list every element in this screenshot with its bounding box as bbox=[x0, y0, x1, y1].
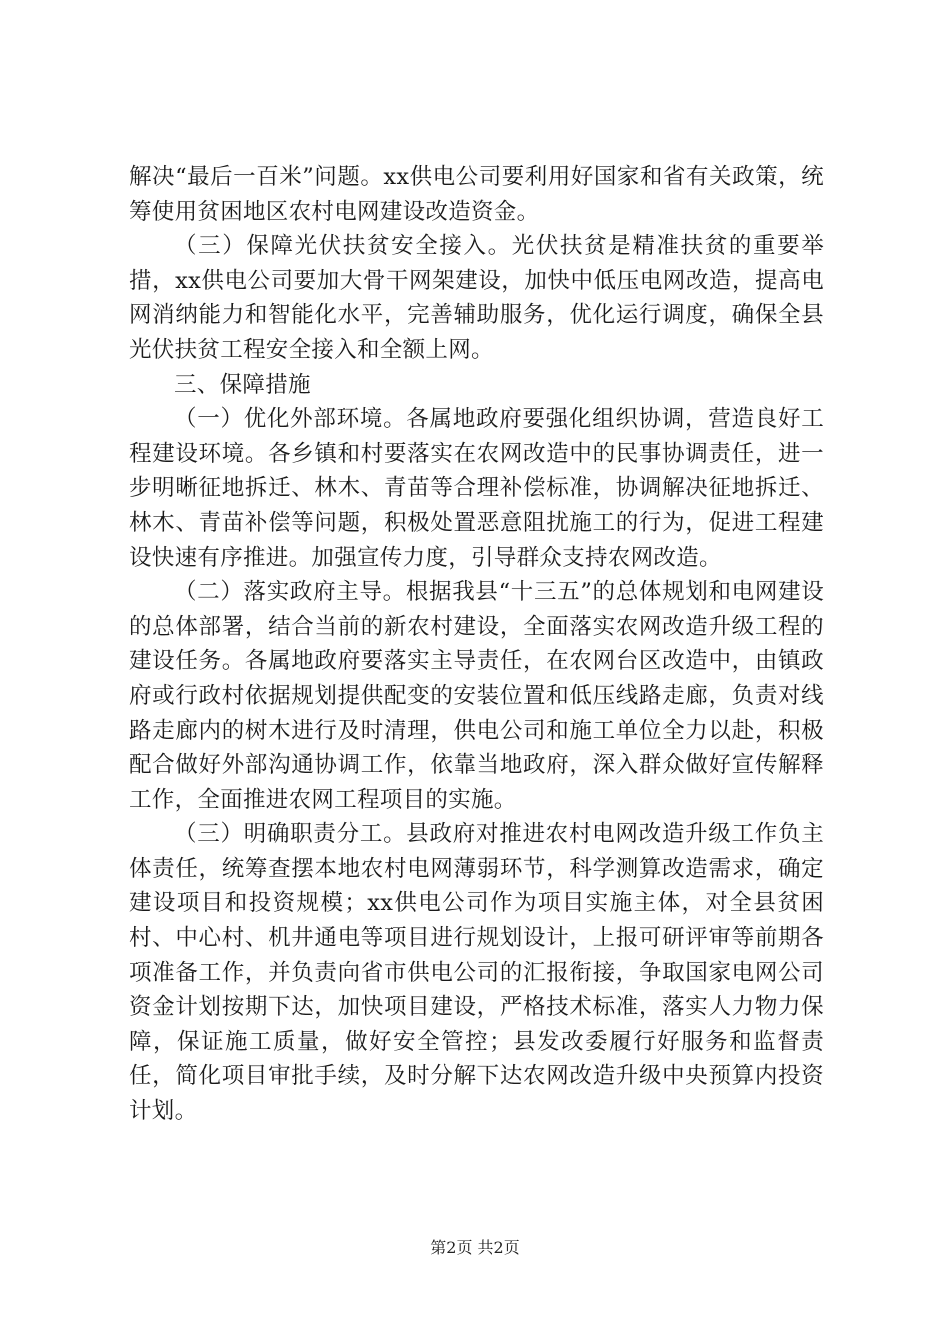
section-heading: 三、保障措施 bbox=[174, 371, 311, 398]
paragraph-4: （二）落实政府主导。根据我县“十三五”的总体规划和电网建设的总体部署，结合当前的新农村建设，全面落实农网改造升级工程的建设任务。各属地政府要落实主导责任，在农网台区改造中，由镇政府或行政村依据规划提供配变的安装位置和低压线路走廊，负责对线路走廊内的树木进行及时清理，供电公司和施工单位全力以赴，积极配合做好外部沟通协调工作，依靠当地政府，深入群众做好宣传解释工作，全面推进农网工程项目的实施。 bbox=[129, 579, 824, 813]
document-body bbox=[129, 160, 824, 1129]
page-footer: 第2页 共2页 bbox=[430, 1238, 520, 1257]
paragraph-1: 解决“最后一百米”问题。xx供电公司要利用好国家和省有关政策，统筹使用贫困地区农村电网建设改造资金。 bbox=[129, 164, 824, 225]
paragraph-5: （三）明确职责分工。县政府对推进农村电网改造升级工作负主体责任，统筹查摆本地农村电网薄弱环节，科学测算改造需求，确定建设项目和投资规模；xx供电公司作为项目实施主体，对全县贫困村、中心村、机井通电等项目进行规划设计，上报可研评审等前期各项准备工作，并负责向省市供电公司的汇报衔接，争取国家电网公司资金计划按期下达，加快项目建设，严格技术标准，落实人力物力保障，保证施工质量，做好安全管控；县发改委履行好服务和监督责任，简化项目审批手续，及时分解下达农网改造升级中央预算内投资计划。 bbox=[129, 821, 824, 1125]
paragraph-3: （一）优化外部环境。各属地政府要强化组织协调，营造良好工程建设环境。各乡镇和村要落实在农网改造中的民事协调责任，进一步明晰征地拆迁、林木、青苗等合理补偿标准，协调解决征地拆迁、林木、青苗补偿等问题，积极处置恶意阻扰施工的行为，促进工程建设快速有序推进。加强宣传力度，引导群众支持农网改造。 bbox=[129, 406, 824, 571]
paragraph-2: （三）保障光伏扶贫安全接入。光伏扶贫是精准扶贫的重要举措，xx供电公司要加大骨干网架建设，加快中低压电网改造，提高电网消纳能力和智能化水平，完善辅助服务，优化运行调度，确保全县光伏扶贫工程安全接入和全额上网。 bbox=[129, 233, 824, 363]
